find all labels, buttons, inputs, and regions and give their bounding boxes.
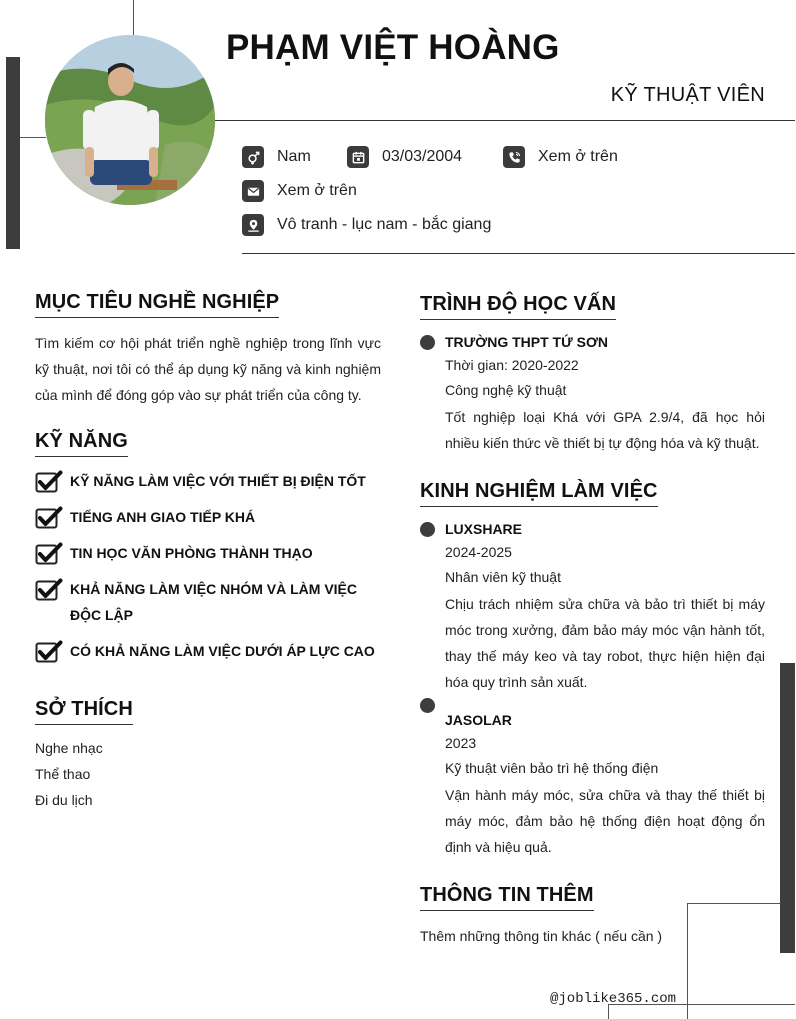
- avatar-left-line: [20, 137, 46, 138]
- hobbies-heading: SỞ THÍCH: [35, 698, 133, 725]
- job-period: 2024-2025: [445, 544, 512, 560]
- checkbox-checked-icon: [35, 578, 63, 602]
- candidate-name: PHẠM VIỆT HOÀNG: [226, 28, 560, 67]
- education-period: Thời gian: 2020-2022: [445, 357, 579, 373]
- skill-item: [35, 579, 385, 628]
- phone-icon: [503, 146, 525, 168]
- skill-item: [35, 543, 385, 566]
- right-accent-bar: [780, 663, 795, 953]
- extra-info-heading: THÔNG TIN THÊM: [420, 884, 594, 911]
- job-period: 2023: [445, 735, 477, 751]
- birthday-value: 03/03/2004: [382, 148, 463, 165]
- job-position: Nhân viên kỹ thuật: [445, 569, 561, 585]
- education-heading: TRÌNH ĐỘ HỌC VẤN: [420, 293, 616, 320]
- left-accent-bar: [6, 57, 20, 249]
- objective-text: Tìm kiếm cơ hội phát triển nghề nghiệp trong lĩnh vực kỹ thuật, nơi tôi có thể áp dụng kỹ năng và kinh nghiệm của mình để đóng góp vào sự phát triển của công ty.: [35, 335, 381, 403]
- education-description: Tốt nghiệp loại Khá với GPA 2.9/4, đã học hỏi nhiều kiến thức về thiết bị tự động hóa và kỹ thuật.: [445, 409, 765, 451]
- checkbox-checked-icon: [35, 506, 63, 530]
- contact-phone: [503, 146, 618, 168]
- job-position: Kỹ thuật viên bảo trì hệ thống điện: [445, 760, 659, 776]
- timeline-bullet: [420, 335, 435, 350]
- watermark: @joblike365.com: [550, 991, 677, 1007]
- skill-label: KỸ NĂNG LÀM VIỆC VỚI THIẾT BỊ ĐIỆN TỐT: [70, 473, 366, 489]
- contact-gender: [242, 146, 311, 168]
- company-name: LUXSHARE: [445, 521, 523, 537]
- gender-icon: [242, 146, 264, 168]
- contact-birthday: [347, 146, 462, 168]
- top-vertical-line: [133, 0, 134, 36]
- checkbox-checked-icon: [35, 542, 63, 566]
- hobby-item: Nghe nhạc: [35, 740, 103, 756]
- contact-divider: [242, 253, 795, 254]
- school-name: TRƯỜNG THPT TỨ SƠN: [445, 334, 608, 350]
- skills-heading: KỸ NĂNG: [35, 430, 128, 457]
- gender-value: Nam: [277, 148, 311, 165]
- timeline-bullet: [420, 698, 435, 713]
- email-icon: [242, 180, 264, 202]
- education-major: Công nghệ kỹ thuật: [445, 382, 567, 398]
- hobby-item: Thể thao: [35, 766, 91, 782]
- contact-address: [242, 214, 491, 236]
- address-value: Vô tranh - lục nam - bắc giang: [277, 216, 492, 233]
- candidate-title: KỸ THUẬT VIÊN: [610, 84, 765, 106]
- location-icon: [242, 214, 264, 236]
- company-name: JASOLAR: [445, 712, 512, 728]
- skill-label: TIN HỌC VĂN PHÒNG THÀNH THẠO: [70, 545, 313, 561]
- checkbox-checked-icon: [35, 470, 63, 494]
- extra-info-text: Thêm những thông tin khác ( nếu cần ): [420, 928, 663, 944]
- skill-label: CÓ KHẢ NĂNG LÀM VIỆC DƯỚI ÁP LỰC CAO: [70, 643, 375, 659]
- skill-label: TIẾNG ANH GIAO TIẾP KHÁ: [70, 509, 256, 525]
- skill-label: KHẢ NĂNG LÀM VIỆC NHÓM VÀ LÀM VIỆC ĐỘC LẬP: [70, 581, 357, 623]
- header-divider: [215, 120, 795, 121]
- experience-heading: KINH NGHIỆM LÀM VIỆC: [420, 480, 658, 507]
- bottom-right-frame: [687, 903, 781, 1019]
- job-description: Chịu trách nhiệm sửa chữa và bảo trì thiết bị máy móc trong xưởng, đảm bảo máy móc vận hành tốt, thay thế máy keo và tay robot, thực hiện hiện đại hóa quy trình sản xuất.: [445, 596, 765, 690]
- contact-email: [242, 180, 357, 202]
- job-description: Vận hành máy móc, sửa chữa và thay thế thiết bị máy móc, đảm bảo hệ thống điện hoạt động ổn định và hiệu quả.: [445, 787, 765, 855]
- objective-heading: MỤC TIÊU NGHỀ NGHIỆP: [35, 291, 279, 318]
- avatar: [45, 35, 215, 205]
- email-value: Xem ở trên: [277, 182, 357, 199]
- phone-value: Xem ở trên: [538, 148, 618, 165]
- skill-item: [35, 507, 385, 530]
- skill-item: [35, 641, 385, 664]
- calendar-icon: [347, 146, 369, 168]
- timeline-bullet: [420, 522, 435, 537]
- checkbox-checked-icon: [35, 640, 63, 664]
- skill-item: [35, 471, 385, 494]
- hobby-item: Đi du lịch: [35, 792, 93, 808]
- avatar-photo: [45, 35, 215, 205]
